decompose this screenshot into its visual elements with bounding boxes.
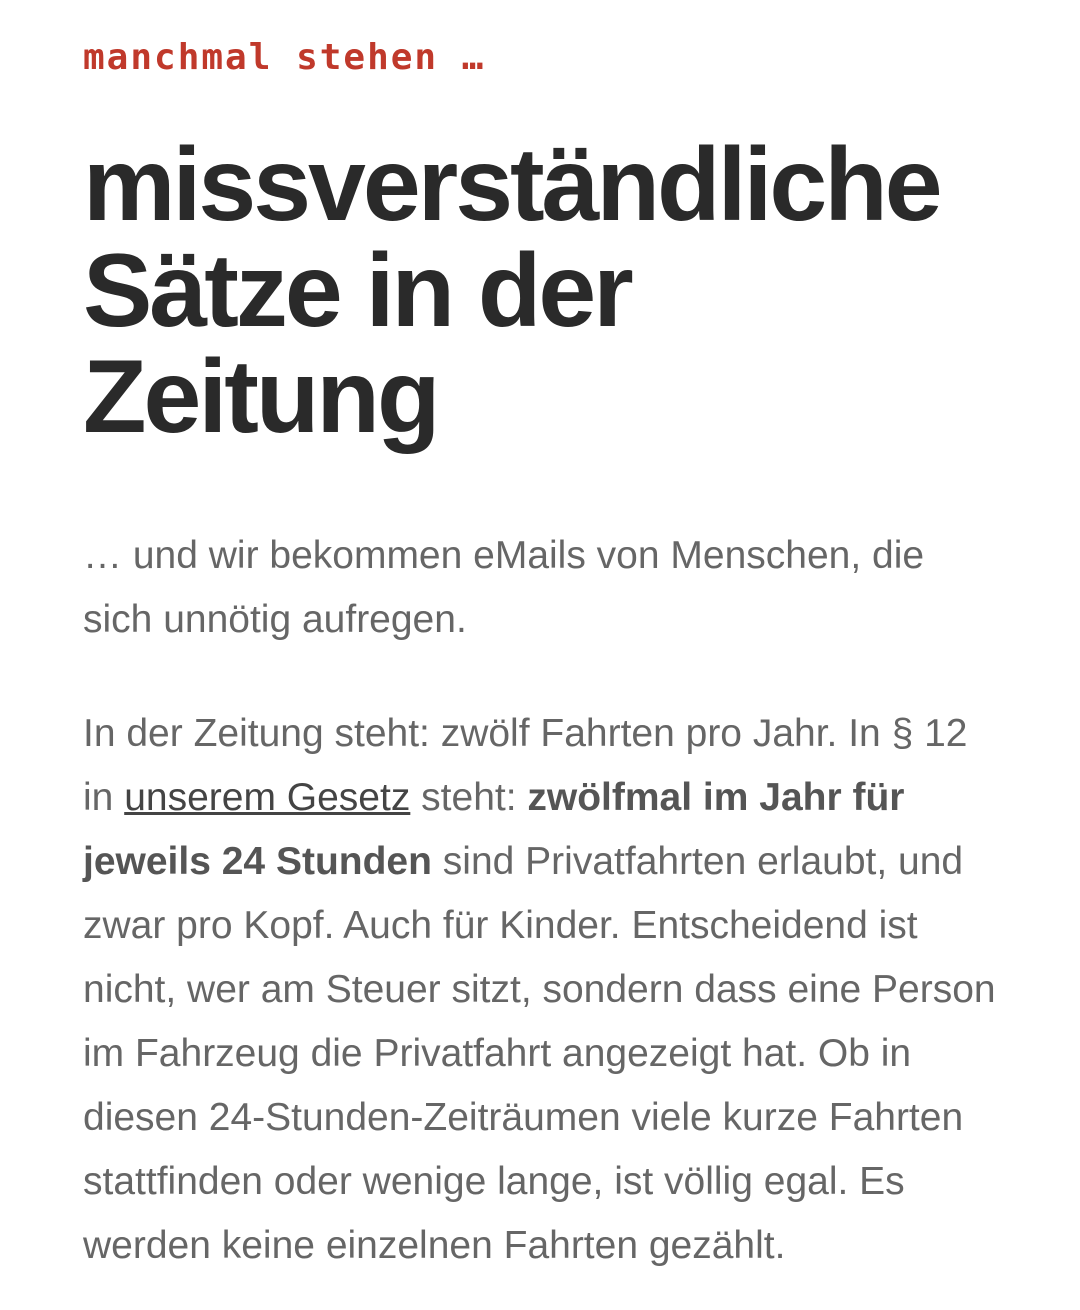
kicker: manchmal stehen … (83, 37, 486, 78)
intro-text: … und wir bekommen eMails von Menschen, die sich unnötig aufregen. (83, 534, 925, 641)
body-paragraph (83, 702, 1003, 1278)
body-text-1: In der Zeitung steht: zwölf Fahrten pro Jahr. In § 12 in (83, 712, 968, 819)
law-link[interactable]: unserem Gesetz (124, 776, 411, 819)
headline-line-2: Sätze in der (83, 233, 631, 349)
headline-line-1: missverständliche (83, 127, 940, 243)
body-text-2: steht: (410, 776, 528, 819)
emphasis-text: zwölfmal im Jahr für jeweils 24 Stunden (83, 776, 905, 883)
headline (83, 127, 1003, 455)
headline-line-3: Zeitung (83, 339, 438, 455)
article (83, 28, 1003, 1278)
body-text-3: sind Privatfahrten erlaubt, und zwar pro Kopf. Auch für Kinder. Entscheidend ist nicht, wer am Steuer sitzt, sondern dass eine Person im Fahrzeug die Privatfahrt angezeigt hat. Ob in diesen 24-Stunden-Zeiträumen viele kurze Fahrten stattfinden oder wenige lange, ist völlig egal. Es werden keine einzelnen Fahrten gezählt. (83, 840, 996, 1267)
